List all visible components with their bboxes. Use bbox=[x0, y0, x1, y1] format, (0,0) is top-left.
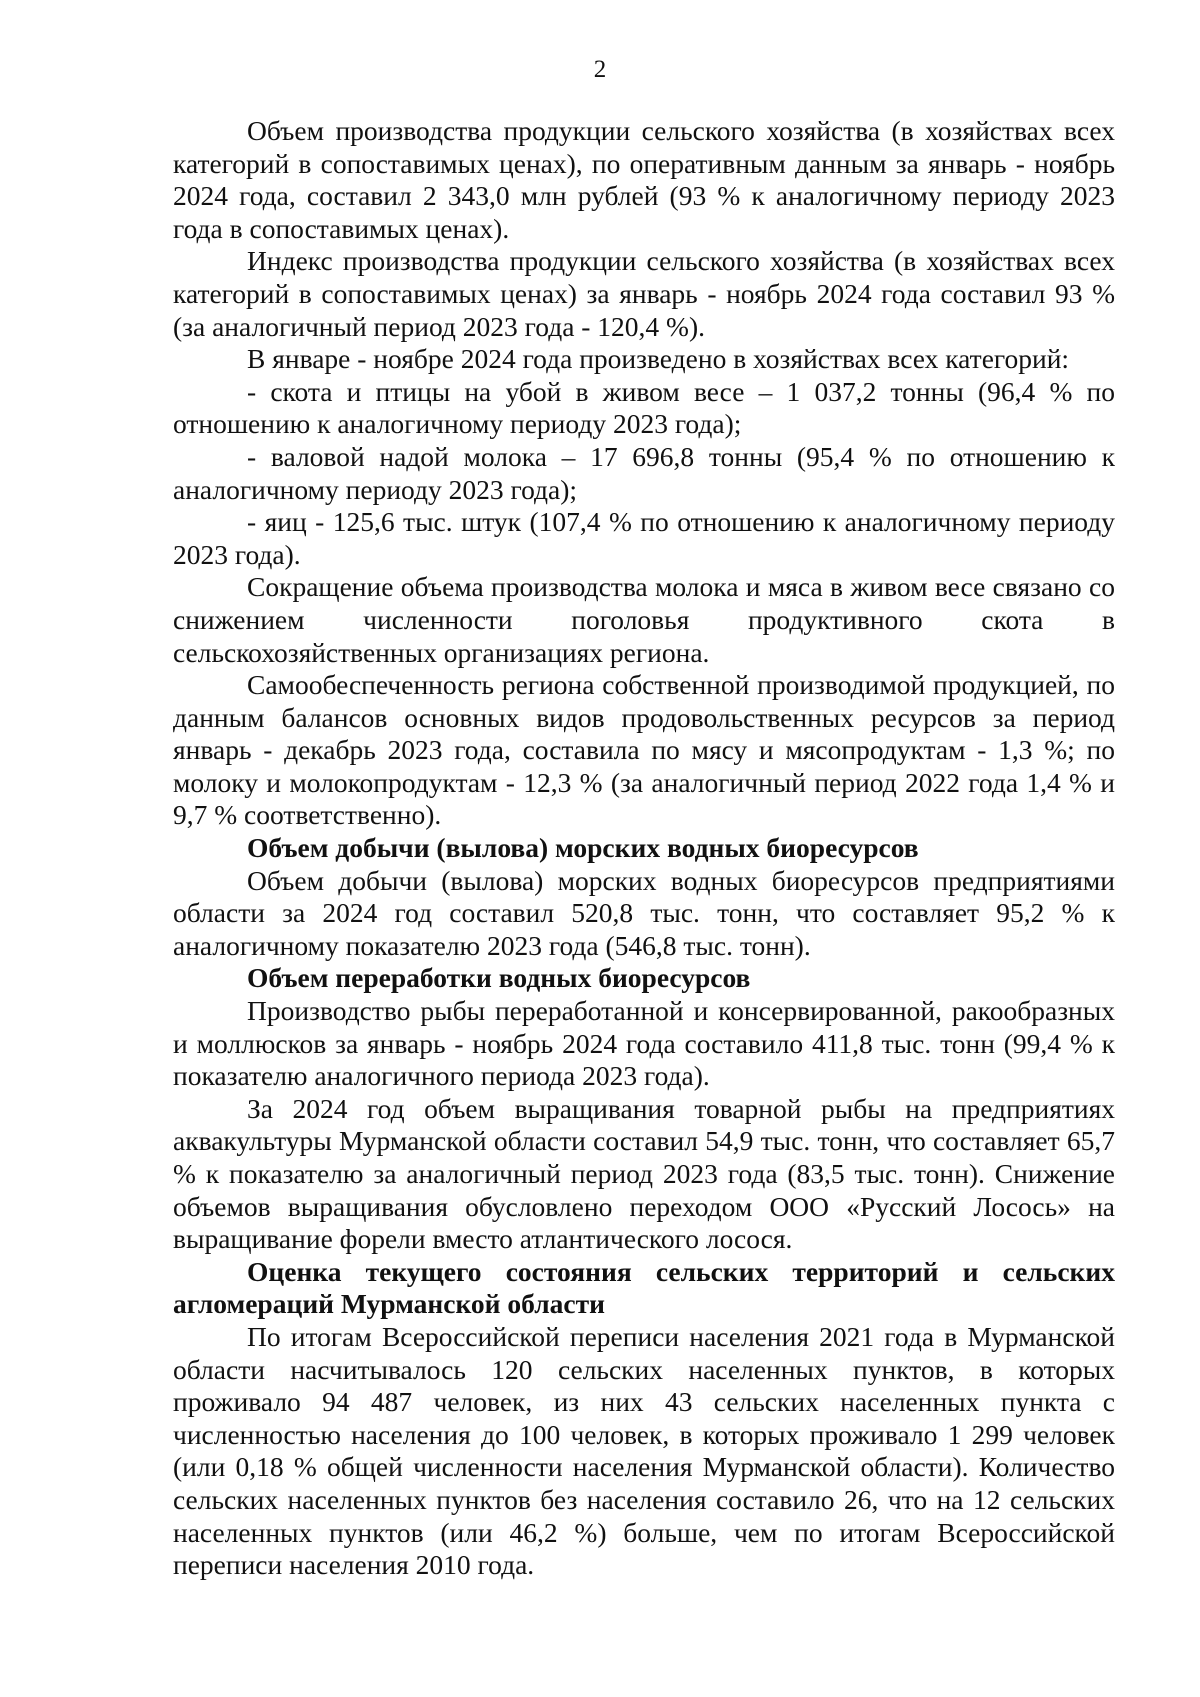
section-heading-rural-territories: Оценка текущего состояния сельских территорий и сельских агломераций Мурманской области bbox=[173, 1255, 1115, 1320]
paragraph-census: По итогам Всероссийской переписи населения 2021 года в Мурманской области насчитывалось 120 сельских населенных пунктов, в которых проживало 94 487 человек, из них 43 сельских населенных пункта с численностью населения до 100 человек, в которых проживало 1 299 человек (или 0,18 % общей численности населения Мурманской области). Количество сельских населенных пунктов без населения составило 26, что на 12 сельских населенных пунктов (или 46,2 %) больше, чем по итогам Всероссийской переписи населения 2010 года. bbox=[173, 1320, 1115, 1581]
paragraph-catch-volume: Объем добычи (вылова) морских водных биоресурсов предприятиями области за 2024 год составил 520,8 тыс. тонн, что составляет 95,2 % к аналогичному показателю 2023 года (546,8 тыс. тонн). bbox=[173, 864, 1115, 961]
paragraph-aquaculture: За 2024 год объем выращивания товарной рыбы на предприятиях аквакультуры Мурманской области составил 54,9 тыс. тонн, что составляет 65,7 % к показателю за аналогичный период 2023 года (83,5 тыс. тонн). Снижение объемов выращивания обусловлено переходом ООО «Русский Лосось» на выращивание форели вместо атлантического лосося. bbox=[173, 1092, 1115, 1255]
list-item-eggs: - яиц - 125,6 тыс. штук (107,4 % по отношению к аналогичному периоду 2023 года). bbox=[173, 506, 1115, 570]
list-item-milk: - валовой надой молока – 17 696,8 тонны (95,4 % по отношению к аналогичному периоду 2023 года); bbox=[173, 440, 1115, 505]
paragraph-agri-output: Объем производства продукции сельского хозяйства (в хозяйствах всех категорий в сопоставимых ценах), по оперативным данным за январь - ноябрь 2024 года, составил 2 343,0 млн рублей (93 % к аналогичному периоду 2023 года в сопоставимых ценах). bbox=[173, 115, 1115, 244]
list-item-livestock: - скота и птицы на убой в живом весе – 1 037,2 тонны (96,4 % по отношению к аналогичному периоду 2023 года); bbox=[173, 375, 1115, 440]
paragraph-produced-intro: В январе - ноябре 2024 года произведено в хозяйствах всех категорий: bbox=[247, 343, 1070, 375]
section-heading-processing: Объем переработки водных биоресурсов bbox=[247, 962, 751, 994]
paragraph-self-sufficiency: Самообеспеченность региона собственной производимой продукцией, по данным балансов основных видов продовольственных ресурсов за период январь - декабрь 2023 года, составила по мясу и мясопродуктам - 1,3 %; по молоку и молокопродуктам - 12,3 % (за аналогичный период 2022 года 1,4 % и 9,7 % соответственно). bbox=[173, 669, 1115, 831]
paragraph-fish-processing: Производство рыбы переработанной и консервированной, ракообразных и моллюсков за январь - ноябрь 2024 года составило 411,8 тыс. тонн (99,4 % к показателю аналогичного периода 2023 года). bbox=[173, 995, 1115, 1092]
document-body bbox=[173, 115, 1115, 1582]
section-heading-catch: Объем добычи (вылова) морских водных биоресурсов bbox=[247, 832, 919, 864]
paragraph-production-decline: Сокращение объема производства молока и мяса в живом весе связано со снижением численности поголовья продуктивного скота в сельскохозяйственных организациях региона. bbox=[173, 571, 1115, 668]
page-number: 2 bbox=[593, 56, 607, 83]
paragraph-production-index: Индекс производства продукции сельского хозяйства (в хозяйствах всех категорий в сопоставимых ценах) за январь - ноябрь 2024 года составил 93 % (за аналогичный период 2023 года - 120,4 %). bbox=[173, 245, 1115, 342]
